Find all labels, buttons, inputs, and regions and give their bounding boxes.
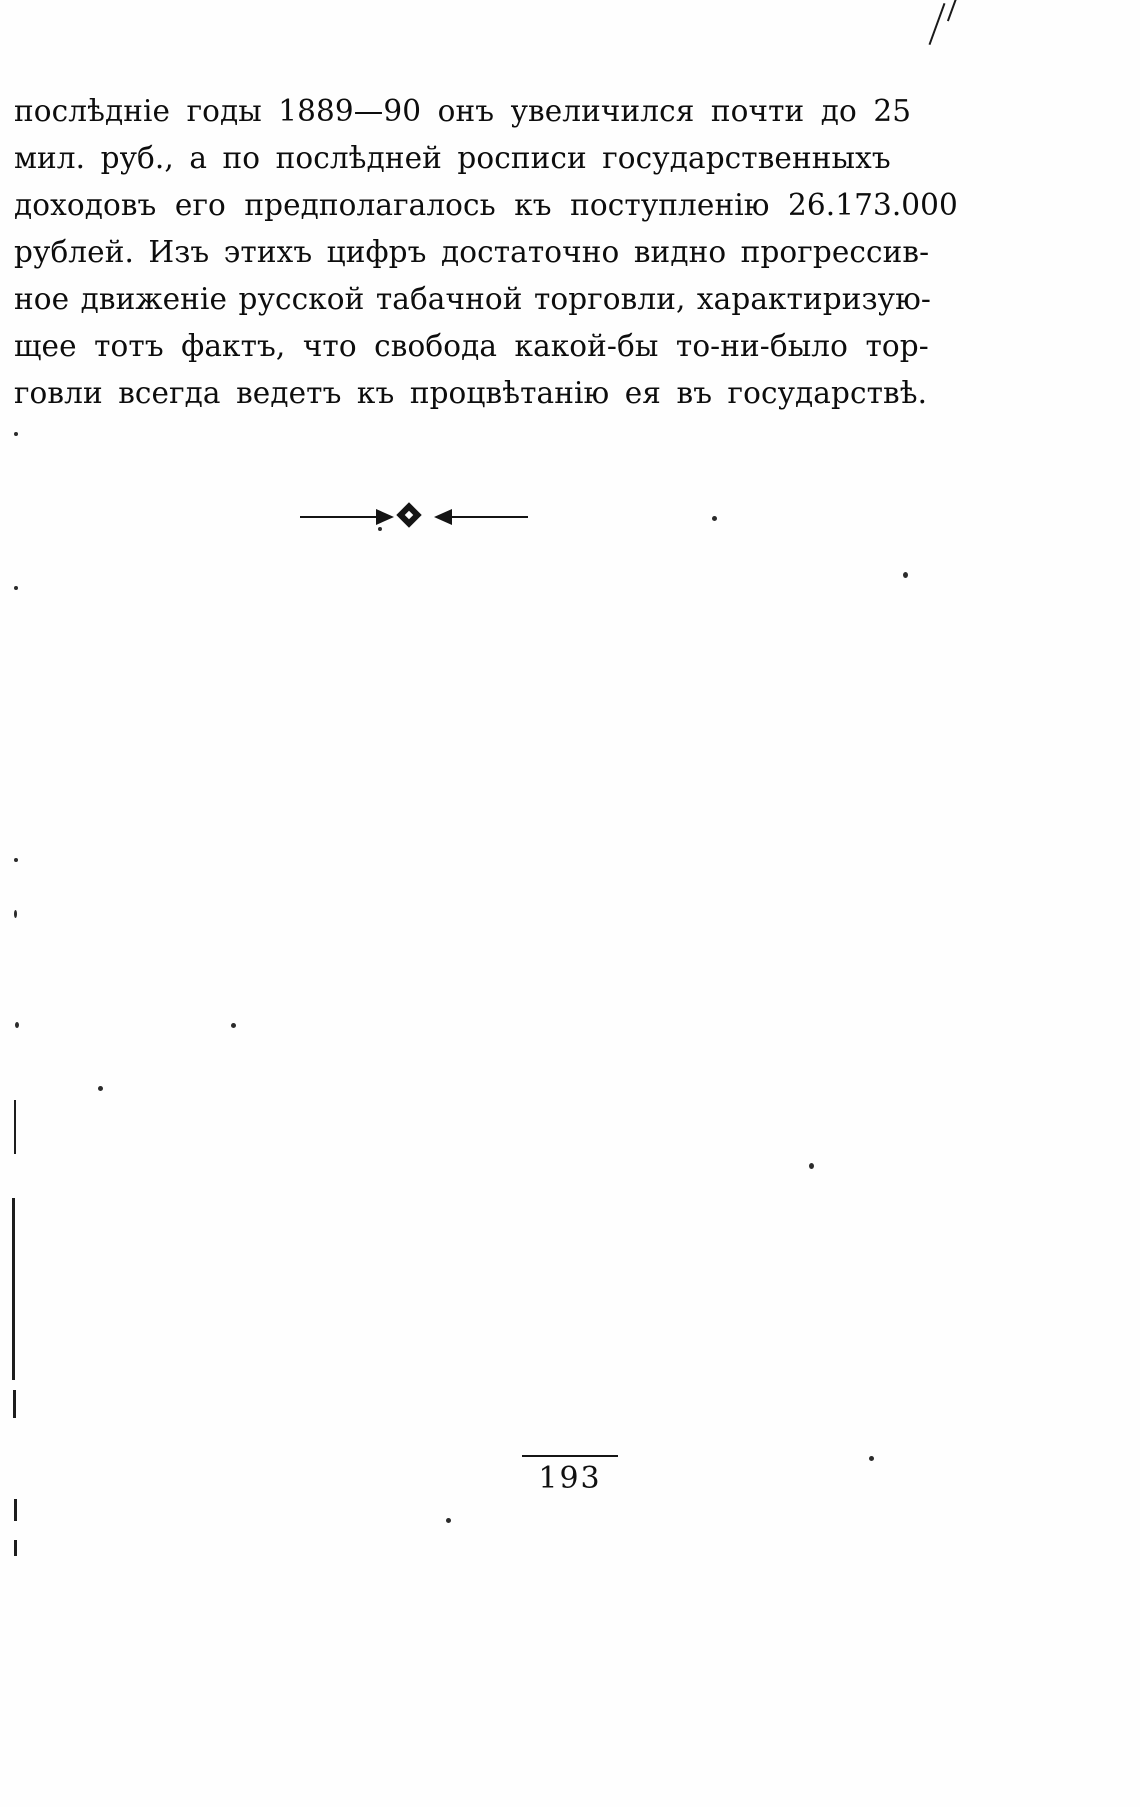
scan-speck: [14, 910, 17, 918]
scan-artifact-corner: [929, 3, 946, 45]
scan-artifact-edge: [14, 1499, 17, 1521]
page-footer: [0, 1455, 1140, 1496]
scan-speck: [14, 586, 18, 590]
text-line: щее тотъ фактъ, что свобода какой-бы то-ни-было тор-: [14, 329, 929, 363]
divider-rule-right: [446, 516, 528, 518]
scan-speck: [231, 1023, 236, 1028]
arrow-right-icon: [376, 509, 394, 525]
text-line: доходовъ его предполагалось къ поступленiю 26.173.000: [14, 188, 958, 222]
scan-speck: [15, 1022, 19, 1028]
scan-artifact-edge: [14, 1540, 17, 1556]
scan-speck: [98, 1086, 103, 1091]
scan-speck: [14, 858, 18, 862]
scan-speck: [712, 516, 717, 521]
text-line: ное движенiе русской табачной торговли, характиризую-: [14, 282, 931, 316]
scan-artifact-edge: [12, 1198, 15, 1380]
text-line: мил. руб., а по послѣдней росписи государственныхъ: [14, 141, 891, 175]
scan-speck: [903, 572, 908, 578]
text-line: рублей. Изъ этихъ цифръ достаточно видно прогрессив-: [14, 235, 930, 269]
scan-speck: [446, 1518, 451, 1523]
scan-speck: [809, 1163, 814, 1169]
diamond-icon: [396, 502, 421, 527]
text-line: послѣднiе годы 1889—90 онъ увеличился почти до 25: [14, 94, 912, 128]
scan-speck: [14, 432, 18, 436]
scan-artifact-edge: [14, 1100, 16, 1154]
divider-rule-left: [300, 516, 382, 518]
text-line: говли всегда ведетъ къ процвѣтанiю ея въ государствѣ.: [14, 376, 928, 410]
scan-artifact-edge: [13, 1390, 16, 1418]
scan-artifact-corner: [947, 0, 959, 21]
footer-rule: [522, 1455, 618, 1457]
body-paragraph: [14, 88, 958, 417]
divider-ornament-icon: [300, 500, 528, 534]
page-number: 193: [538, 1461, 602, 1496]
